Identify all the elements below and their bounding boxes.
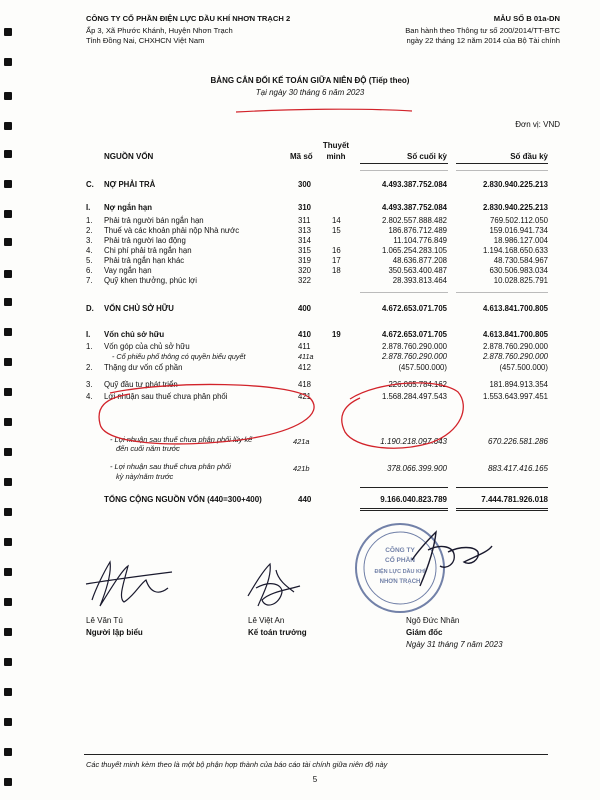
sub421a-end: 1.190.218.097.643 (380, 437, 447, 446)
row-end-value: 350.563.400.487 (388, 266, 447, 275)
row-end-value: 4.493.387.752.084 (381, 180, 447, 189)
signature-director (412, 532, 492, 586)
row-code: 400 (298, 304, 312, 313)
row-begin-value: 769.502.112.050 (490, 216, 548, 225)
row-index: 7. (86, 276, 93, 285)
signer-1-role: Người lập biểu (86, 628, 143, 637)
sub421b-code: 421b (293, 464, 310, 473)
row-begin-value: 4.613.841.700.805 (482, 330, 548, 339)
row-code: 300 (298, 180, 312, 189)
row-code: 314 (298, 236, 312, 245)
row-begin-value: 2.878.760.290.000 (482, 352, 548, 361)
row-begin-value: 630.506.983.034 (489, 266, 548, 275)
row-code: 319 (298, 256, 312, 265)
column-header-note-2: minh (326, 152, 346, 161)
row-label: Quỹ khen thưởng, phúc lợi (104, 276, 198, 285)
row-label: Vốn chủ sở hữu (104, 330, 165, 339)
form-reference-1: Ban hành theo Thông tư số 200/2014/TT-BTC (405, 26, 560, 35)
row-code: 410 (298, 330, 312, 339)
signature-preparer (86, 562, 172, 606)
row-index: 2. (86, 363, 93, 372)
row-begin-value: 1.553.643.997.451 (482, 392, 548, 401)
row-begin-value: 159.016.941.734 (489, 226, 548, 235)
row-note: 19 (332, 330, 341, 339)
table-row (0, 380, 600, 390)
total-code: 440 (298, 495, 312, 504)
row-end-value: 4.672.653.071.705 (381, 304, 447, 313)
section-rule (456, 292, 548, 293)
signer-3-role: Giám đốc (406, 628, 443, 637)
header-rule-end (360, 163, 448, 164)
row-label: Vay ngắn hạn (104, 266, 152, 275)
sub421a-label-2: đến cuối năm trước (116, 444, 180, 453)
row-end-value: 2.878.760.290.000 (381, 352, 447, 361)
table-row (0, 246, 600, 256)
row-index: 6. (86, 266, 93, 275)
total-rule-bottom-end-1 (360, 508, 448, 509)
signer-2-role: Kế toán trưởng (248, 628, 307, 637)
signature-chief-accountant (248, 564, 300, 606)
table-row (0, 276, 600, 286)
row-label: Phải trả người bán ngắn hạn (104, 216, 204, 225)
form-number: MẪU SỐ B 01a-DN (493, 14, 560, 23)
row-code: 411 (298, 342, 311, 351)
row-end-value: 28.393.813.464 (392, 276, 447, 285)
signing-date: Ngày 31 tháng 7 năm 2023 (406, 640, 503, 649)
row-label: Vốn góp của chủ sở hữu (104, 342, 190, 351)
row-begin-value: 1.194.168.650.633 (482, 246, 548, 255)
row-begin-value: 10.028.825.791 (493, 276, 548, 285)
total-label: TỔNG CỘNG NGUỒN VỐN (440=300+400) (104, 495, 262, 504)
table-row (0, 363, 600, 373)
row-end-value: 1.065.254.283.105 (381, 246, 447, 255)
section-rule (360, 292, 448, 293)
row-label: Lợi nhuận sau thuế chưa phân phối (104, 392, 228, 401)
sub421a-code: 421a (293, 437, 310, 446)
sub421a-begin: 670.226.581.286 (487, 437, 548, 446)
table-row (0, 304, 600, 314)
table-row (0, 203, 600, 213)
row-end-value: 2.802.557.888.482 (381, 216, 447, 225)
report-title: BẢNG CÂN ĐỐI KẾ TOÁN GIỮA NIÊN ĐỘ (Tiếp theo) (210, 76, 410, 85)
table-row (0, 216, 600, 226)
sub421b-begin: 883.417.416.165 (487, 464, 548, 473)
row-label: Chi phí phải trả ngắn hạn (104, 246, 192, 255)
signer-2-name: Lê Việt An (248, 616, 285, 625)
table-row (0, 266, 600, 276)
company-stamp (356, 524, 444, 612)
row-code: 412 (298, 363, 312, 372)
row-begin-value: 181.894.913.354 (489, 380, 548, 389)
total-rule-bottom-end-2 (360, 510, 448, 511)
row-begin-value: 4.613.841.700.805 (482, 304, 548, 313)
column-header-note-1: Thuyết (322, 141, 350, 150)
column-header-source: NGUỒN VỐN (104, 152, 154, 161)
total-begin: 7.444.781.926.018 (481, 495, 548, 504)
table-row (0, 226, 600, 236)
total-rule-top-end (360, 487, 448, 488)
company-address-1: Ấp 3, Xã Phước Khánh, Huyện Nhơn Trạch (86, 26, 233, 35)
total-rule-bottom-begin-1 (456, 508, 548, 509)
row-code: 418 (298, 380, 312, 389)
row-index: 4. (86, 246, 93, 255)
column-header-end: Số cuối kỳ (406, 152, 447, 161)
row-begin-value: 2.830.940.225.213 (482, 180, 548, 189)
row-label: Thuế và các khoản phải nộp Nhà nước (104, 226, 240, 235)
column-header-code: Mã số (290, 152, 313, 161)
row-begin-value: 48.730.584.967 (493, 256, 548, 265)
row-label: Quỹ đầu tư phát triển (104, 380, 178, 389)
row-end-value: 4.493.387.752.084 (381, 203, 447, 212)
row-label: - Cổ phiếu phổ thông có quyền biểu quyết (112, 352, 246, 361)
row-note: 14 (332, 216, 341, 225)
section-rule (360, 170, 448, 171)
currency-unit: Đơn vị: VND (515, 120, 560, 129)
footer-rule (84, 754, 548, 755)
red-underline-mark (236, 109, 412, 112)
sub421a-label-1: - Lợi nhuận sau thuế chưa phân phối lũy kế (110, 435, 253, 444)
row-index: 5. (86, 256, 93, 265)
row-begin-value: 2.830.940.225.213 (482, 203, 548, 212)
total-rule-top-begin (456, 487, 548, 488)
stamp-line-4: NHƠN TRẠCH (379, 579, 421, 585)
total-end: 9.166.040.823.789 (380, 495, 447, 504)
row-label: Nợ ngắn hạn (104, 203, 152, 212)
table-row (0, 236, 600, 246)
table-row (0, 330, 600, 340)
stamp-line-2: CỔ PHẦN (385, 557, 415, 564)
table-row (0, 392, 600, 402)
company-name: CÔNG TY CỔ PHẦN ĐIỆN LỰC DẦU KHÍ NHƠN TRẠCH 2 (86, 14, 291, 23)
table-row (0, 256, 600, 266)
row-begin-value: 2.878.760.290.000 (482, 342, 548, 351)
row-end-value: (457.500.000) (398, 363, 447, 372)
page-number: 5 (312, 775, 318, 784)
footer-note: Các thuyết minh kèm theo là một bộ phận hợp thành của báo cáo tài chính giữa niên độ này (86, 760, 388, 769)
row-index: 1. (86, 342, 93, 351)
report-date: Tại ngày 30 tháng 6 năm 2023 (255, 88, 365, 97)
row-index: 1. (86, 216, 93, 225)
row-code: 322 (298, 276, 312, 285)
row-note: 16 (332, 246, 341, 255)
row-code: 411a (298, 352, 314, 361)
row-code: 313 (298, 226, 312, 235)
row-index: 4. (86, 392, 93, 401)
row-end-value: 1.568.284.497.543 (381, 392, 447, 401)
signer-1-name: Lê Văn Tú (86, 616, 123, 625)
row-end-value: 4.672.653.071.705 (381, 330, 447, 339)
row-index: D. (86, 304, 94, 313)
sub421b-label-1: - Lợi nhuận sau thuế chưa phân phối (110, 462, 231, 471)
total-rule-bottom-begin-2 (456, 510, 548, 511)
row-index: 3. (86, 236, 93, 245)
row-index: 3. (86, 380, 93, 389)
stamp-line-1: CÔNG TY (385, 547, 415, 554)
row-label: Phải trả ngắn hạn khác (104, 256, 185, 265)
row-code: 421 (298, 392, 312, 401)
header-rule-begin (456, 163, 548, 164)
row-note: 17 (332, 256, 341, 265)
sub421b-end: 378.066.399.900 (386, 464, 447, 473)
row-label: VỐN CHỦ SỞ HỮU (104, 304, 174, 313)
sub421b-label-2: kỳ này/năm trước (116, 472, 174, 481)
form-reference-2: ngày 22 tháng 12 năm 2014 của Bộ Tài chính (406, 36, 560, 45)
row-end-value: 48.636.877.208 (392, 256, 447, 265)
row-note: 18 (332, 266, 341, 275)
row-end-value: 226.065.784.162 (388, 380, 447, 389)
row-label: Phải trả người lao động (104, 236, 186, 245)
stamp-line-3: ĐIỆN LỰC DẦU KHÍ (374, 569, 426, 575)
row-begin-value: (457.500.000) (499, 363, 548, 372)
company-address-2: Tỉnh Đồng Nai, CHXHCN Việt Nam (86, 36, 205, 45)
row-begin-value: 18.986.127.004 (493, 236, 548, 245)
row-label: Thặng dư vốn cổ phần (104, 363, 183, 372)
row-code: 310 (298, 203, 312, 212)
row-code: 320 (298, 266, 312, 275)
row-index: I. (86, 330, 91, 339)
row-index: I. (86, 203, 91, 212)
table-row (0, 180, 600, 190)
signer-3-name: Ngô Đức Nhân (406, 616, 460, 625)
section-rule (456, 170, 548, 171)
row-index: C. (86, 180, 94, 189)
row-code: 311 (298, 216, 311, 225)
row-end-value: 11.104.776.849 (393, 236, 447, 245)
table-row (0, 342, 600, 352)
row-index: 2. (86, 226, 93, 235)
row-end-value: 2.878.760.290.000 (381, 342, 447, 351)
column-header-begin: Số đầu kỳ (510, 152, 548, 161)
row-note: 15 (332, 226, 341, 235)
row-label: NỢ PHẢI TRẢ (104, 180, 156, 189)
row-code: 315 (298, 246, 312, 255)
table-row (0, 352, 600, 362)
row-end-value: 186.876.712.489 (388, 226, 447, 235)
